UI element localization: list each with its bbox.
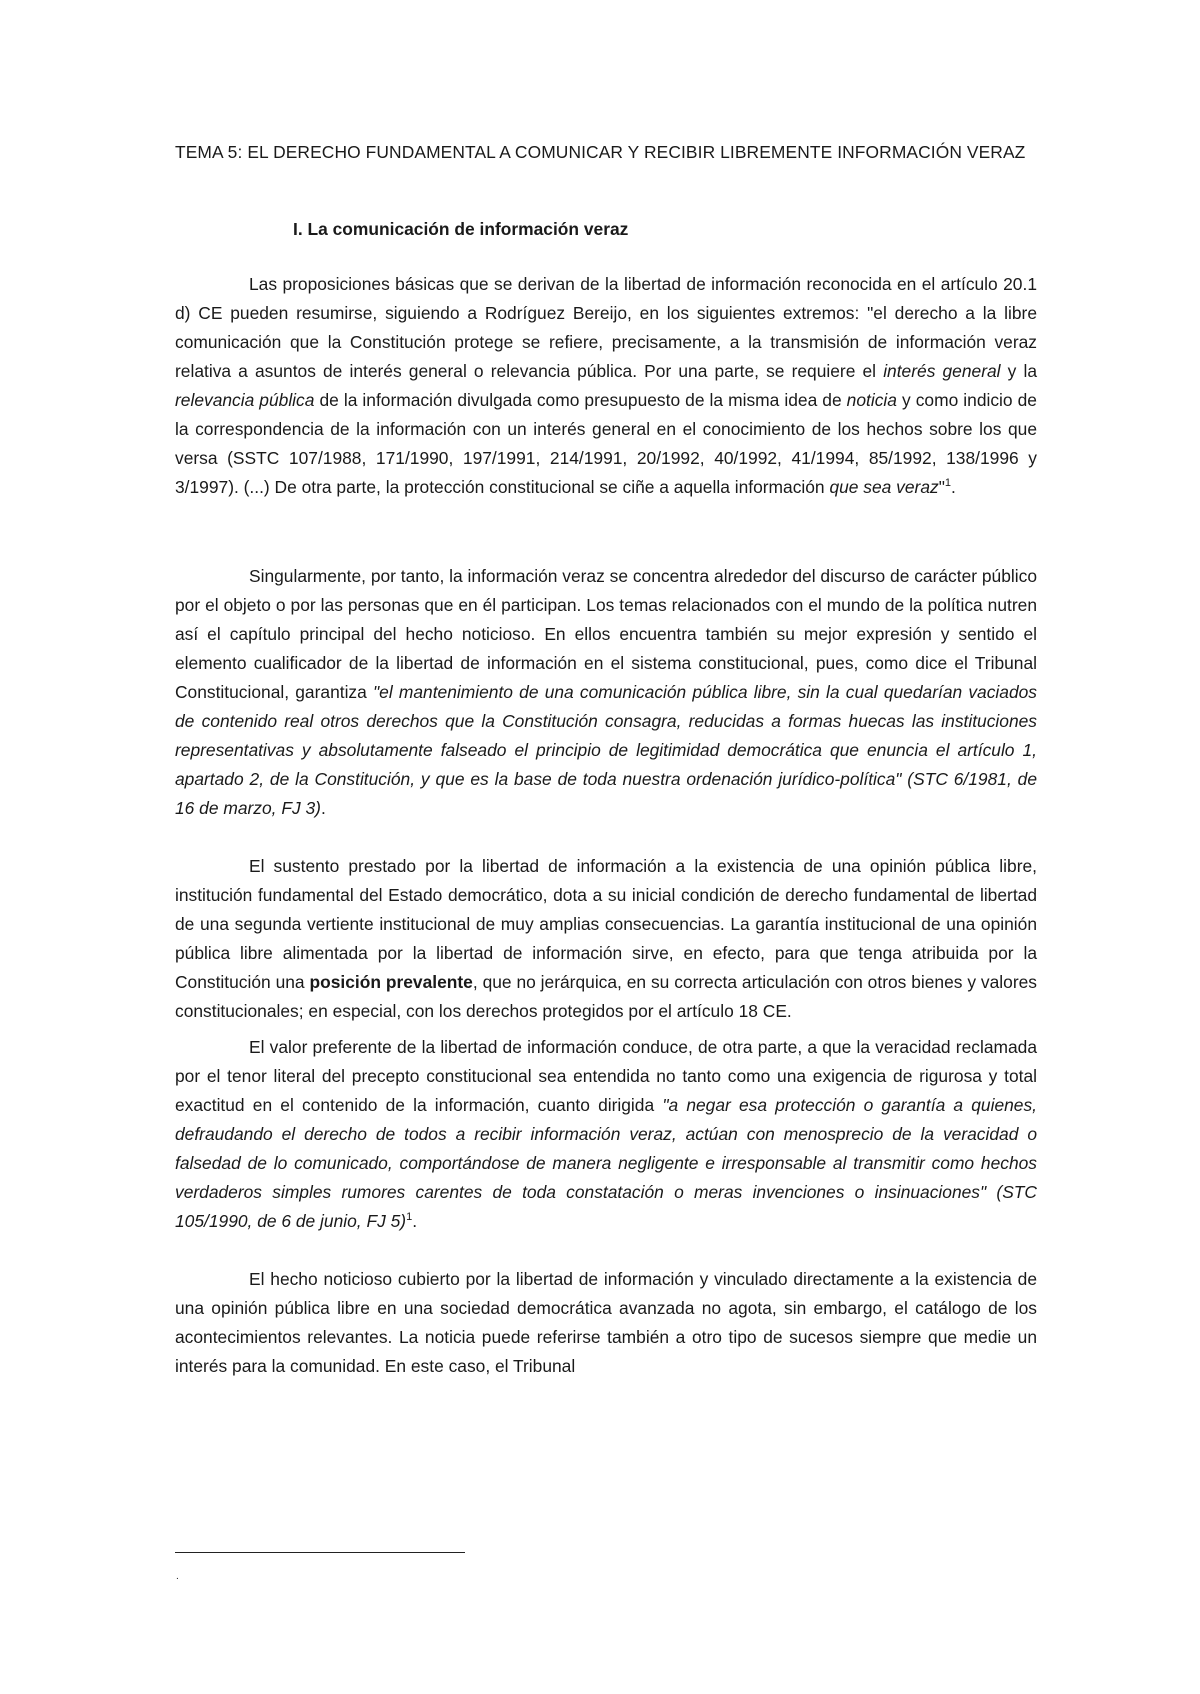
document-body: [175, 138, 1037, 1381]
spacer: [175, 1026, 1037, 1033]
quote-stc-6-1981: "el mantenimiento de una comunicación pública libre, sin la cual quedarían vaciados de contenido real otros derechos que la Constitución consagra, reducidas a formas huecas las instituciones representativas y absolutamente falseado el principio de legitimidad democrática que enuncia el artículo 1, apartado 2, de la Constitución, y que es la base de toda nuestra ordenación jurídico-política" (STC 6/1981, de 16 de marzo, FJ 3): [175, 682, 1037, 818]
paragraph-1-text-f: .: [951, 477, 956, 497]
paragraph-1: [175, 270, 1037, 502]
spacer: [175, 823, 1037, 852]
paragraph-5-text: El hecho noticioso cubierto por la libertad de información y vinculado directamente a la existencia de una opinión pública libre en una sociedad democrática avanzada no agota, sin embargo, el catálogo de los acontecimientos relevantes. La noticia puede referirse también a otro tipo de sucesos siempre que medie un interés para la comunidad. En este caso, el Tribunal: [175, 1269, 1037, 1376]
footnote-separator: [175, 1552, 465, 1553]
paragraph-2-text-b: .: [320, 798, 326, 818]
paragraph-5: [175, 1265, 1037, 1381]
paragraph-1-text-a: Las proposiciones básicas que se derivan de la libertad de información reconocida en el artículo 20.1 d) CE pueden resumirse, siguiendo a Rodríguez Bereijo, en los siguientes extremos: "el derecho a la libre comunicación que la Constitución protege se refiere, precisamente, a la transmisión de información veraz relativa a asuntos de interés general o relevancia pública. Por una parte, se requiere el: [175, 274, 1037, 381]
spacer: [175, 1236, 1037, 1265]
paragraph-1-text-d: y como indicio de la correspondencia de la información con un interés general en el conocimiento de los hechos sobre los que versa (SSTC 107/1988, 171/1990, 197/1991, 214/1991, 20/1992, 40/1992, 41/1994, 85/1992, 138/1996 y 3/1997). (...) De otra parte, la protección constitucional se ciñe a aquella información: [175, 390, 1037, 497]
paragraph-1-text-b: y la: [1000, 361, 1038, 381]
paragraph-2-text-a: Singularmente, por tanto, la información veraz se concentra alrededor del discurso de carácter público por el objeto o por las personas que en él participan. Los temas relacionados con el mundo de la política nutren así el capítulo principal del hecho noticioso. En ellos encuentra también su mejor expresión y sentido el elemento cualificador de la libertad de información en el sistema constitucional, pues, como dice el Tribunal Constitucional, garantiza: [175, 566, 1037, 702]
paragraph-1-text-e: ": [938, 477, 945, 497]
quote-stc-105-1990: "a negar esa protección o garantía a quienes, defraudando el derecho de todos a recibir información veraz, actúan con menosprecio de la veracidad o falsedad de lo comunicado, comportándose de manera negligente e irresponsable al transmitir como hechos verdaderos simples rumores carentes de toda constatación o meras invenciones o insinuaciones" (STC 105/1990, de 6 de junio, FJ 5): [175, 1095, 1037, 1231]
document-title: TEMA 5: EL DERECHO FUNDAMENTAL A COMUNICAR Y RECIBIR LIBREMENTE INFORMACIÓN VERAZ: [175, 142, 1026, 162]
footnote-ref-2[interactable]: 1: [406, 1211, 413, 1224]
bold-posicion-prevalente: posición prevalente: [309, 972, 473, 992]
paragraph-4: [175, 1033, 1037, 1236]
spacer: [175, 502, 1037, 562]
emphasis-relevancia-publica: relevancia pública: [175, 390, 315, 410]
emphasis-noticia: noticia: [846, 390, 897, 410]
footnote-mark: .: [176, 1571, 179, 1582]
section-heading: I. La comunicación de información veraz: [293, 219, 629, 239]
emphasis-que-sea-veraz: que sea veraz: [829, 477, 939, 497]
paragraph-4-text-a: El valor preferente de la libertad de información conduce, de otra parte, a que la veracidad reclamada por el tenor literal del precepto constitucional sea entendida no tanto como una exigencia de rigurosa y total exactitud en el contenido de la información, cuanto dirigida: [175, 1037, 1037, 1115]
emphasis-interes-general: interés general: [883, 361, 1001, 381]
paragraph-2: [175, 562, 1037, 823]
paragraph-3: [175, 852, 1037, 1026]
paragraph-3-text-b: , que no jerárquica, en su correcta articulación con otros bienes y valores constitucionales; en especial, con los derechos protegidos por el artículo 18 CE.: [175, 972, 1037, 1021]
footnote-ref-1[interactable]: 1: [944, 477, 951, 490]
paragraph-3-text-a: El sustento prestado por la libertad de información a la existencia de una opinión pública libre, institución fundamental del Estado democrático, dota a su inicial condición de derecho fundamental de libertad de una segunda vertiente institucional de muy amplias consecuencias. La garantía institucional de una opinión pública libre alimentada por la libertad de información sirve, en efecto, para que tenga atribuida por la Constitución una: [175, 856, 1037, 992]
paragraph-4-text-b: .: [412, 1211, 418, 1231]
paragraph-1-text-c: de la información divulgada como presupuesto de la misma idea de: [314, 390, 847, 410]
